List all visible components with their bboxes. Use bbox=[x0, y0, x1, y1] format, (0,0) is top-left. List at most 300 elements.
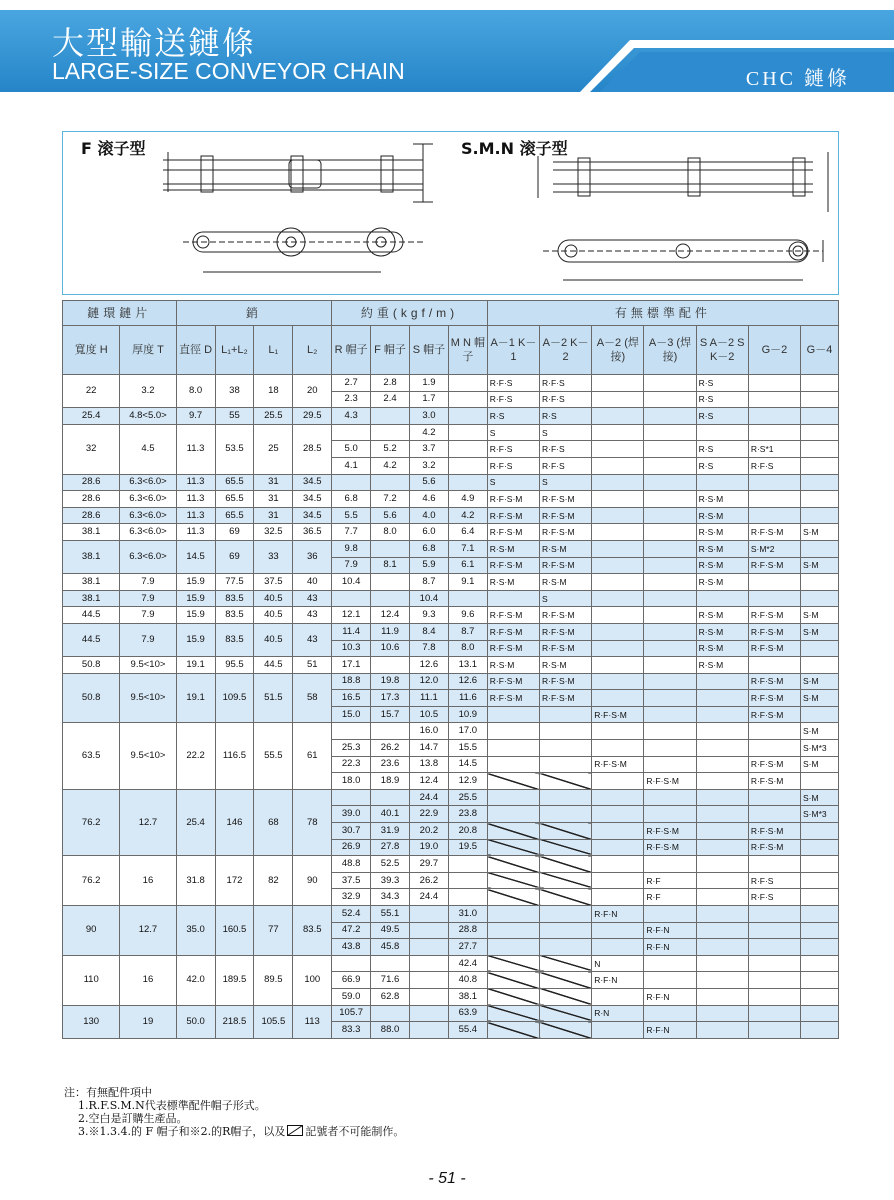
table-cell: 10.3 bbox=[332, 640, 371, 657]
note-1: 1.R.F.S.M.N代表標準配件帽子形式。 bbox=[78, 1099, 266, 1112]
table-cell: 76.2 bbox=[63, 789, 120, 855]
table-cell: 7.8 bbox=[409, 640, 448, 657]
col-header: G－2 bbox=[748, 326, 800, 375]
table-cell bbox=[409, 972, 448, 989]
table-cell: 5.6 bbox=[409, 474, 448, 491]
table-cell bbox=[409, 1005, 448, 1022]
table-cell: 39.3 bbox=[371, 872, 410, 889]
table-cell bbox=[592, 889, 644, 906]
table-cell: R·S·M bbox=[696, 657, 748, 674]
table-cell: 10.9 bbox=[448, 706, 487, 723]
table-cell bbox=[801, 972, 839, 989]
table-cell: 52.5 bbox=[371, 856, 410, 873]
table-cell: R·F·S bbox=[748, 889, 800, 906]
col-header: S 帽子 bbox=[409, 326, 448, 375]
table-cell: 55.5 bbox=[254, 723, 293, 789]
table-cell bbox=[748, 474, 800, 491]
table-cell bbox=[448, 889, 487, 906]
table-cell: 32 bbox=[63, 424, 120, 474]
table-cell bbox=[748, 906, 800, 923]
table-cell bbox=[644, 756, 696, 773]
table-cell bbox=[696, 955, 748, 972]
table-cell: 3.7 bbox=[409, 441, 448, 458]
col-header: M N 帽子 bbox=[448, 326, 487, 375]
group-attachments: 有無標準配件 bbox=[487, 301, 838, 326]
table-cell: 6.3<6.0> bbox=[120, 491, 176, 508]
table-cell bbox=[801, 856, 839, 873]
table-cell bbox=[409, 1022, 448, 1039]
table-cell: R·S·M bbox=[696, 640, 748, 657]
table-cell bbox=[801, 872, 839, 889]
table-cell bbox=[696, 773, 748, 790]
table-cell: 51 bbox=[293, 657, 332, 674]
table-cell: 83.5 bbox=[215, 590, 254, 607]
table-cell bbox=[592, 988, 644, 1005]
table-cell: 31 bbox=[254, 491, 293, 508]
page-header bbox=[0, 0, 894, 92]
table-cell: 105.5 bbox=[254, 1005, 293, 1038]
table-cell: R·S·M bbox=[696, 557, 748, 574]
table-cell bbox=[592, 690, 644, 707]
table-cell: 2.4 bbox=[371, 391, 410, 408]
table-cell: 83.5 bbox=[293, 906, 332, 956]
table-cell: 29.7 bbox=[409, 856, 448, 873]
table-cell: 19.1 bbox=[176, 673, 215, 723]
table-cell: 28.6 bbox=[63, 507, 120, 524]
table-row bbox=[63, 856, 839, 873]
table-cell: 47.2 bbox=[332, 922, 371, 939]
table-cell: 65.5 bbox=[215, 491, 254, 508]
table-cell: R·F bbox=[644, 889, 696, 906]
table-cell: R·F·S·M bbox=[592, 706, 644, 723]
table-cell: R·F·S·M bbox=[540, 640, 592, 657]
table-cell bbox=[592, 474, 644, 491]
table-cell: 130 bbox=[63, 1005, 120, 1038]
table-cell: 113 bbox=[293, 1005, 332, 1038]
table-cell: 58 bbox=[293, 673, 332, 723]
table-cell: R·F·S bbox=[487, 375, 539, 392]
table-cell bbox=[644, 972, 696, 989]
table-cell bbox=[801, 939, 839, 956]
table-cell: 9.8 bbox=[332, 540, 371, 557]
col-header: R 帽子 bbox=[332, 326, 371, 375]
table-cell: 39.0 bbox=[332, 806, 371, 823]
table-cell: 4.2 bbox=[448, 507, 487, 524]
table-cell: 12.6 bbox=[409, 657, 448, 674]
table-cell bbox=[748, 972, 800, 989]
table-cell: 16 bbox=[120, 856, 176, 906]
table-cell: 8.7 bbox=[448, 623, 487, 640]
table-cell: 63.9 bbox=[448, 1005, 487, 1022]
table-cell bbox=[644, 673, 696, 690]
table-row bbox=[63, 955, 839, 972]
notes bbox=[64, 1086, 404, 1138]
table-cell: R·S·M bbox=[487, 657, 539, 674]
table-cell: 4.5 bbox=[120, 424, 176, 474]
table-cell bbox=[540, 872, 592, 889]
smn-side-view bbox=[543, 240, 823, 280]
table-cell: 69 bbox=[215, 524, 254, 541]
table-cell: 12.0 bbox=[409, 673, 448, 690]
table-cell bbox=[487, 773, 539, 790]
table-cell: 31.0 bbox=[448, 906, 487, 923]
table-cell bbox=[487, 806, 539, 823]
table-cell: 5.0 bbox=[332, 441, 371, 458]
table-cell bbox=[592, 673, 644, 690]
table-cell bbox=[801, 955, 839, 972]
table-cell: 27.7 bbox=[448, 939, 487, 956]
table-cell: R·F·N bbox=[644, 939, 696, 956]
table-cell bbox=[592, 623, 644, 640]
table-cell: 11.3 bbox=[176, 474, 215, 491]
table-cell: 26.9 bbox=[332, 839, 371, 856]
table-row bbox=[63, 789, 839, 806]
table-cell bbox=[540, 988, 592, 1005]
table-cell bbox=[592, 391, 644, 408]
table-cell: 7.2 bbox=[371, 491, 410, 508]
table-cell bbox=[592, 922, 644, 939]
table-cell: 31.9 bbox=[371, 823, 410, 840]
table-cell: 6.3<6.0> bbox=[120, 474, 176, 491]
table-cell: 49.5 bbox=[371, 922, 410, 939]
table-cell bbox=[748, 590, 800, 607]
table-cell bbox=[696, 590, 748, 607]
table-cell bbox=[540, 756, 592, 773]
table-cell: R·S·M bbox=[487, 540, 539, 557]
table-cell: 7.9 bbox=[120, 574, 176, 591]
table-cell bbox=[644, 906, 696, 923]
table-cell: 35.0 bbox=[176, 906, 215, 956]
table-cell: S·M bbox=[801, 607, 839, 624]
table-cell: S bbox=[487, 424, 539, 441]
table-cell bbox=[487, 740, 539, 757]
table-cell bbox=[540, 773, 592, 790]
table-cell: 2.7 bbox=[332, 375, 371, 392]
table-cell bbox=[644, 657, 696, 674]
table-row bbox=[63, 524, 839, 541]
table-cell: R·S·M bbox=[487, 574, 539, 591]
table-cell: R·S·M bbox=[696, 623, 748, 640]
table-cell: 31 bbox=[254, 474, 293, 491]
table-cell: 82 bbox=[254, 856, 293, 906]
table-cell bbox=[592, 540, 644, 557]
table-cell: 4.3 bbox=[332, 408, 371, 425]
table-cell: 69 bbox=[215, 540, 254, 573]
table-cell bbox=[801, 391, 839, 408]
table-cell: R·F·S bbox=[540, 441, 592, 458]
table-cell: 3.0 bbox=[409, 408, 448, 425]
table-cell bbox=[644, 607, 696, 624]
table-cell: R·F·S bbox=[487, 391, 539, 408]
table-cell bbox=[644, 375, 696, 392]
f-top-view bbox=[163, 144, 433, 202]
table-cell: R·F·S bbox=[540, 457, 592, 474]
table-cell: 4.0 bbox=[409, 507, 448, 524]
table-cell bbox=[644, 557, 696, 574]
table-cell: 12.9 bbox=[448, 773, 487, 790]
table-cell bbox=[487, 1022, 539, 1039]
f-roller-label: F 滚子型 bbox=[81, 139, 146, 158]
table-cell: 23.8 bbox=[448, 806, 487, 823]
table-cell bbox=[487, 1005, 539, 1022]
table-cell bbox=[371, 424, 410, 441]
group-weight: 約重(kgf/m) bbox=[332, 301, 488, 326]
table-cell bbox=[696, 839, 748, 856]
table-cell: 5.2 bbox=[371, 441, 410, 458]
table-cell: 4.9 bbox=[448, 491, 487, 508]
table-cell: R·F·S·M bbox=[748, 557, 800, 574]
table-cell: S bbox=[540, 424, 592, 441]
table-cell bbox=[696, 1022, 748, 1039]
table-cell: 66.9 bbox=[332, 972, 371, 989]
table-cell: 83.5 bbox=[215, 607, 254, 624]
table-cell bbox=[592, 507, 644, 524]
table-cell: 38.1 bbox=[63, 540, 120, 573]
table-cell: S·M*3 bbox=[801, 740, 839, 757]
table-cell: S·M bbox=[801, 789, 839, 806]
table-cell bbox=[644, 391, 696, 408]
table-cell bbox=[748, 408, 800, 425]
table-cell bbox=[644, 706, 696, 723]
table-cell bbox=[540, 706, 592, 723]
column-headers bbox=[63, 326, 839, 375]
table-cell: 88.0 bbox=[371, 1022, 410, 1039]
table-cell bbox=[540, 806, 592, 823]
table-cell: S·M bbox=[801, 524, 839, 541]
table-cell bbox=[592, 657, 644, 674]
table-cell bbox=[371, 1005, 410, 1022]
table-cell: R·F·S·M bbox=[644, 823, 696, 840]
table-cell bbox=[801, 922, 839, 939]
table-cell: S·M bbox=[801, 673, 839, 690]
table-cell: R·F·S·M bbox=[540, 524, 592, 541]
table-cell bbox=[540, 839, 592, 856]
table-cell: 63.5 bbox=[63, 723, 120, 789]
table-cell: 11.6 bbox=[448, 690, 487, 707]
table-cell: 77 bbox=[254, 906, 293, 956]
table-cell bbox=[592, 424, 644, 441]
table-cell: R·F·S·M bbox=[487, 640, 539, 657]
note-2: 2.空白是訂購生產品。 bbox=[78, 1112, 188, 1125]
table-cell bbox=[448, 872, 487, 889]
table-cell: 8.7 bbox=[409, 574, 448, 591]
table-row bbox=[63, 607, 839, 624]
table-cell: R·F·S·M bbox=[748, 823, 800, 840]
table-row bbox=[63, 723, 839, 740]
table-cell bbox=[644, 574, 696, 591]
table-cell bbox=[801, 823, 839, 840]
table-cell bbox=[540, 823, 592, 840]
table-cell: 28.6 bbox=[63, 474, 120, 491]
table-cell bbox=[644, 723, 696, 740]
table-cell bbox=[592, 740, 644, 757]
table-cell bbox=[332, 590, 371, 607]
table-cell: 83.5 bbox=[215, 623, 254, 656]
table-cell bbox=[409, 939, 448, 956]
table-cell bbox=[801, 1005, 839, 1022]
table-cell: 4.8<5.0> bbox=[120, 408, 176, 425]
table-cell: R·F·S bbox=[487, 457, 539, 474]
table-cell: R·F·S·M bbox=[644, 773, 696, 790]
page-number: - 51 - bbox=[428, 1170, 466, 1187]
table-cell: 48.8 bbox=[332, 856, 371, 873]
table-cell bbox=[487, 906, 539, 923]
table-cell bbox=[540, 972, 592, 989]
table-cell: 7.9 bbox=[332, 557, 371, 574]
table-cell bbox=[487, 706, 539, 723]
table-cell: 20 bbox=[293, 375, 332, 408]
table-row bbox=[63, 474, 839, 491]
table-cell: R·F bbox=[644, 872, 696, 889]
note-3b: 記號者不可能制作。 bbox=[305, 1125, 405, 1138]
table-row bbox=[63, 408, 839, 425]
table-cell: 3.2 bbox=[409, 457, 448, 474]
table-cell: 43 bbox=[293, 590, 332, 607]
table-cell bbox=[644, 474, 696, 491]
table-cell: 4.2 bbox=[371, 457, 410, 474]
table-cell: 18 bbox=[254, 375, 293, 408]
table-cell: R·S·M bbox=[540, 540, 592, 557]
table-cell bbox=[487, 939, 539, 956]
table-cell: 7.9 bbox=[120, 590, 176, 607]
table-cell bbox=[332, 424, 371, 441]
table-cell bbox=[748, 507, 800, 524]
table-cell bbox=[801, 540, 839, 557]
table-cell: R·F·S·M bbox=[748, 673, 800, 690]
table-cell bbox=[592, 375, 644, 392]
table-cell: 40.5 bbox=[254, 590, 293, 607]
table-cell bbox=[592, 823, 644, 840]
table-cell bbox=[540, 955, 592, 972]
col-header: S A－2 S K－2 bbox=[696, 326, 748, 375]
slash-box-icon bbox=[287, 1125, 303, 1136]
table-cell bbox=[592, 457, 644, 474]
table-cell bbox=[644, 408, 696, 425]
table-cell bbox=[487, 988, 539, 1005]
table-row bbox=[63, 540, 839, 557]
table-cell: 65.5 bbox=[215, 507, 254, 524]
table-cell: S·M*3 bbox=[801, 806, 839, 823]
table-cell: 6.1 bbox=[448, 557, 487, 574]
table-cell: 10.4 bbox=[409, 590, 448, 607]
table-cell bbox=[592, 856, 644, 873]
table-cell bbox=[801, 839, 839, 856]
table-row bbox=[63, 657, 839, 674]
table-cell: 15.9 bbox=[176, 607, 215, 624]
table-cell: 6.3<6.0> bbox=[120, 524, 176, 541]
table-cell: 34.5 bbox=[293, 491, 332, 508]
table-cell bbox=[696, 856, 748, 873]
table-cell: R·F·S·M bbox=[487, 607, 539, 624]
table-cell bbox=[644, 540, 696, 557]
table-cell: 53.5 bbox=[215, 424, 254, 474]
table-cell: 172 bbox=[215, 856, 254, 906]
table-cell bbox=[448, 474, 487, 491]
table-cell bbox=[592, 839, 644, 856]
table-cell: R·F·S·M bbox=[748, 623, 800, 640]
table-cell: R·S·M bbox=[696, 540, 748, 557]
table-row bbox=[63, 574, 839, 591]
table-cell bbox=[487, 922, 539, 939]
table-cell bbox=[409, 988, 448, 1005]
table-cell bbox=[644, 690, 696, 707]
table-cell: 38.1 bbox=[63, 524, 120, 541]
table-cell bbox=[540, 789, 592, 806]
table-cell bbox=[696, 740, 748, 757]
table-cell: R·F·S bbox=[540, 391, 592, 408]
table-cell: 6.8 bbox=[332, 491, 371, 508]
table-cell: 40.5 bbox=[254, 607, 293, 624]
table-cell: 43 bbox=[293, 623, 332, 656]
table-cell: 44.5 bbox=[254, 657, 293, 674]
table-cell: 6.8 bbox=[409, 540, 448, 557]
table-cell: 189.5 bbox=[215, 955, 254, 1005]
table-cell: 24.4 bbox=[409, 889, 448, 906]
table-cell: R·F·S·M bbox=[748, 640, 800, 657]
table-cell: 9.7 bbox=[176, 408, 215, 425]
note-3 bbox=[64, 1125, 404, 1138]
table-cell: 8.0 bbox=[371, 524, 410, 541]
table-cell bbox=[592, 723, 644, 740]
title-chinese: 大型輸送鏈條 bbox=[52, 24, 257, 62]
table-cell bbox=[801, 408, 839, 425]
table-cell: 55.1 bbox=[371, 906, 410, 923]
table-cell: S·M bbox=[801, 557, 839, 574]
table-cell: 16 bbox=[120, 955, 176, 1005]
table-cell bbox=[592, 441, 644, 458]
table-cell: R·F·N bbox=[592, 972, 644, 989]
table-cell bbox=[748, 723, 800, 740]
table-cell: 9.3 bbox=[409, 607, 448, 624]
table-row bbox=[63, 673, 839, 690]
table-cell: 14.7 bbox=[409, 740, 448, 757]
table-cell: 55 bbox=[215, 408, 254, 425]
table-cell: 22.2 bbox=[176, 723, 215, 789]
table-cell: 62.8 bbox=[371, 988, 410, 1005]
title-english: LARGE-SIZE CONVEYOR CHAIN bbox=[52, 58, 405, 84]
col-header: 厚度 T bbox=[120, 326, 176, 375]
table-cell: R·F·S bbox=[487, 441, 539, 458]
table-cell bbox=[696, 939, 748, 956]
table-cell: S bbox=[540, 590, 592, 607]
table-cell: R·S bbox=[696, 375, 748, 392]
table-cell bbox=[592, 574, 644, 591]
table-cell bbox=[696, 789, 748, 806]
table-cell: 26.2 bbox=[371, 740, 410, 757]
table-cell bbox=[448, 408, 487, 425]
table-cell bbox=[371, 408, 410, 425]
table-cell bbox=[801, 457, 839, 474]
table-cell: 10.6 bbox=[371, 640, 410, 657]
col-header: A－2 K－2 bbox=[540, 326, 592, 375]
table-cell: 51.5 bbox=[254, 673, 293, 723]
table-cell bbox=[801, 773, 839, 790]
table-cell: 9.5<10> bbox=[120, 723, 176, 789]
col-header: A－2 (焊接) bbox=[592, 326, 644, 375]
table-cell: 13.8 bbox=[409, 756, 448, 773]
table-cell: 44.5 bbox=[63, 607, 120, 624]
table-cell bbox=[644, 789, 696, 806]
table-cell bbox=[371, 789, 410, 806]
table-cell: 36.5 bbox=[293, 524, 332, 541]
table-cell: 59.0 bbox=[332, 988, 371, 1005]
table-cell: 40 bbox=[293, 574, 332, 591]
f-side-view bbox=[183, 228, 423, 272]
table-cell bbox=[487, 823, 539, 840]
table-cell: 34.5 bbox=[293, 507, 332, 524]
table-cell: 109.5 bbox=[215, 673, 254, 723]
table-cell: 116.5 bbox=[215, 723, 254, 789]
